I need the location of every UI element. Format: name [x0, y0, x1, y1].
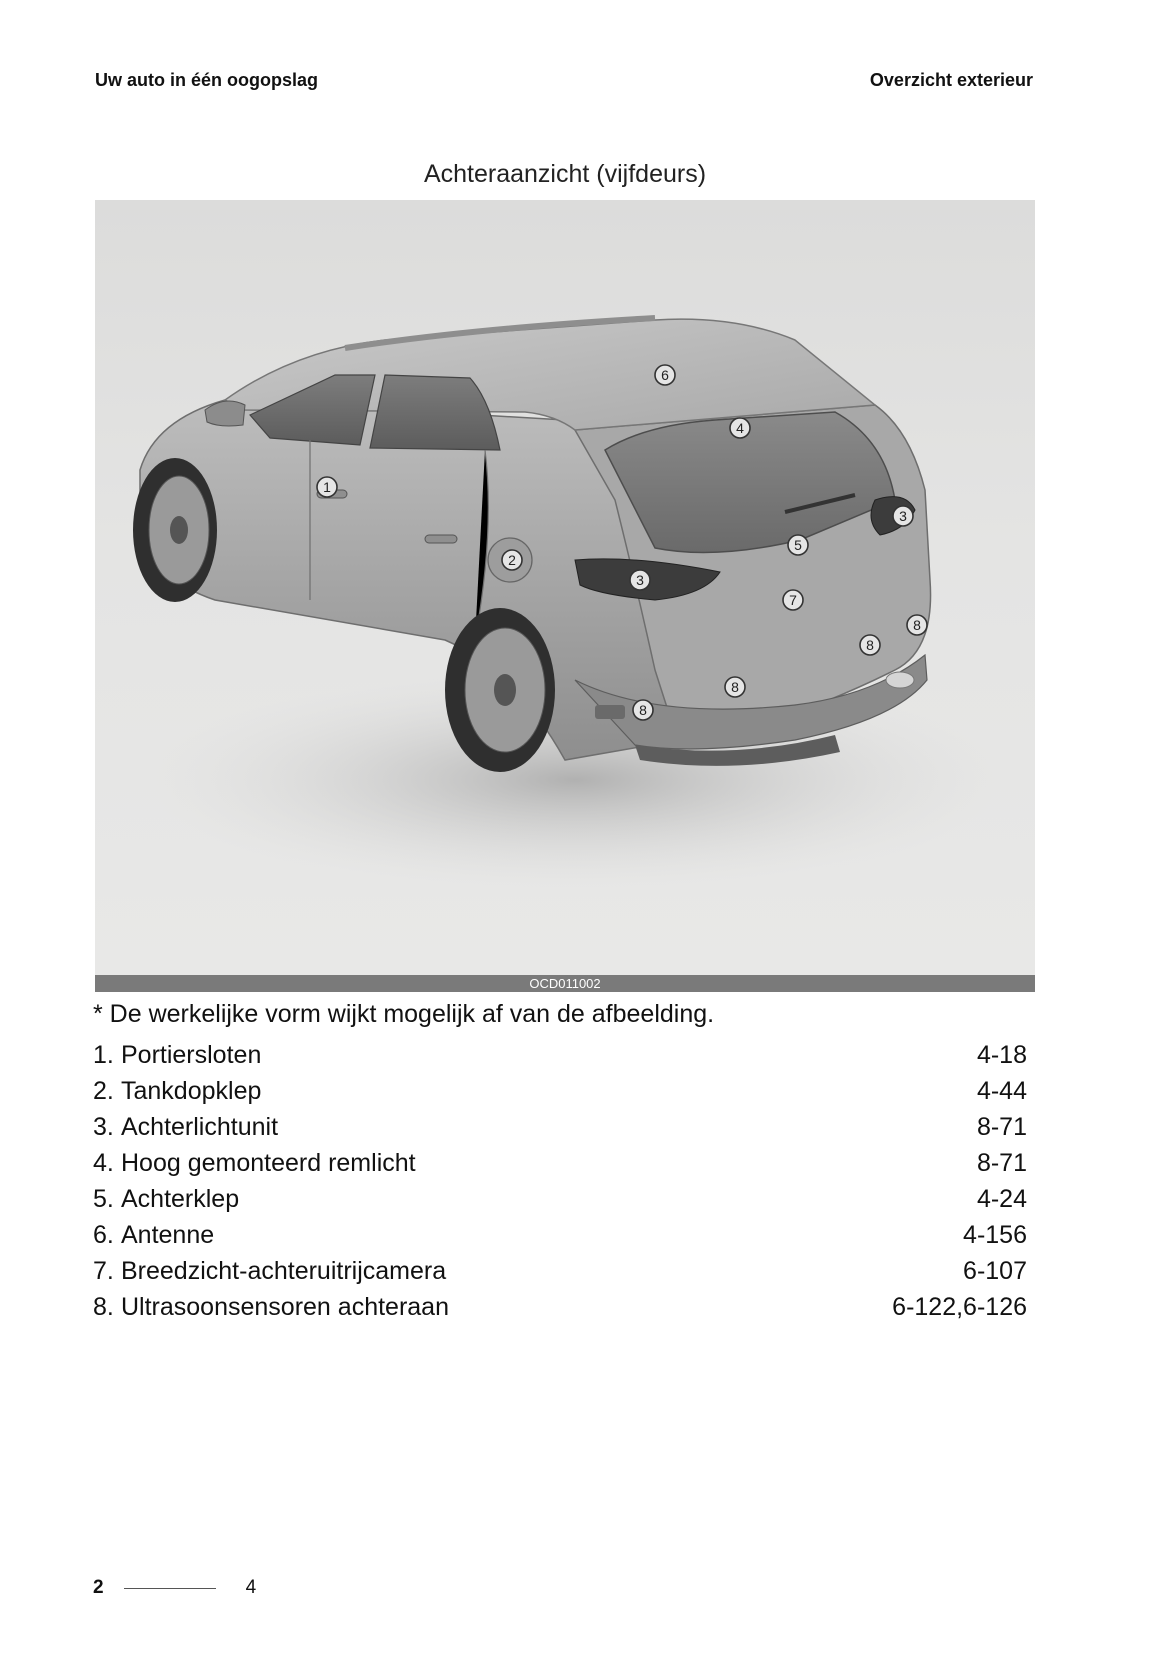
- callout-4: [730, 418, 750, 438]
- item-number: 8.: [93, 1293, 114, 1321]
- item-number: 3.: [93, 1113, 114, 1141]
- callout-8-b-label: 8: [731, 679, 739, 695]
- item-page-ref: 6-122,6-126: [892, 1293, 1027, 1321]
- list-item: [93, 1289, 1027, 1325]
- list-item: [93, 1181, 1027, 1217]
- running-header-section: Uw auto in één oogopslag: [95, 70, 319, 90]
- item-label: Ultrasoonsensoren achteraan: [121, 1293, 449, 1321]
- figure-title: Achteraanzicht (vijfdeurs): [423, 160, 707, 188]
- item-number: 6.: [93, 1221, 114, 1249]
- callout-8-c-label: 8: [866, 637, 874, 653]
- item-page-ref: 4-156: [963, 1221, 1027, 1249]
- section-number: 2: [93, 1577, 104, 1598]
- callout-3-left-label: 3: [636, 572, 644, 588]
- item-label: Breedzicht-achteruitrijcamera: [121, 1257, 447, 1285]
- item-page-ref: 4-44: [976, 1077, 1027, 1105]
- component-list: [93, 1037, 1027, 1325]
- item-page-ref: 6-107: [963, 1257, 1027, 1285]
- callout-3-right: [893, 506, 913, 526]
- footer-divider: [124, 1588, 216, 1589]
- item-page-ref: 8-71: [976, 1113, 1027, 1141]
- callout-1-label: 1: [323, 479, 331, 495]
- item-page-ref: 4-24: [976, 1185, 1027, 1213]
- callout-7-label: 7: [789, 592, 797, 608]
- item-label: Portiersloten: [121, 1041, 262, 1069]
- callout-1: [317, 477, 337, 497]
- item-page-ref: 8-71: [976, 1149, 1027, 1177]
- item-number: 4.: [93, 1149, 114, 1177]
- item-label: Antenne: [121, 1221, 215, 1249]
- item-number: 1.: [93, 1041, 114, 1069]
- page-footer: [93, 1577, 256, 1599]
- callout-8-a-label: 8: [639, 702, 647, 718]
- item-number: 2.: [93, 1077, 114, 1105]
- callout-8-d: [907, 615, 927, 635]
- list-item: [93, 1037, 1027, 1073]
- callout-6: [655, 365, 675, 385]
- item-number: 7.: [93, 1257, 114, 1285]
- item-page-ref: 4-18: [976, 1041, 1027, 1069]
- car-illustration-svg: [95, 200, 1035, 975]
- list-item: [93, 1109, 1027, 1145]
- callout-8-c: [860, 635, 880, 655]
- list-item: [93, 1145, 1027, 1181]
- page-number: 4: [245, 1577, 257, 1598]
- callout-5: [788, 535, 808, 555]
- callout-6-label: 6: [661, 367, 669, 383]
- callout-8-b: [725, 677, 745, 697]
- callout-8-d-label: 8: [913, 617, 921, 633]
- callout-2: [502, 550, 522, 570]
- callout-5-label: 5: [794, 537, 802, 553]
- callout-7: [783, 590, 803, 610]
- car-rear-view-illustration: [95, 200, 1035, 975]
- callout-8-a: [633, 700, 653, 720]
- running-header-topic: Overzicht exterieur: [869, 70, 1033, 90]
- list-item: [93, 1073, 1027, 1109]
- list-item: [93, 1217, 1027, 1253]
- item-label: Achterklep: [121, 1185, 240, 1213]
- callout-3-right-label: 3: [899, 508, 907, 524]
- item-label: Hoog gemonteerd remlicht: [121, 1149, 416, 1177]
- item-label: Achterlichtunit: [121, 1113, 279, 1141]
- figure-code: OCD011002: [95, 975, 1035, 992]
- list-item: [93, 1253, 1027, 1289]
- disclaimer-note: * De werkelijke vorm wijkt mogelijk af van de afbeelding.: [93, 1000, 715, 1028]
- item-label: Tankdopklep: [121, 1077, 262, 1105]
- callout-3-left: [630, 570, 650, 590]
- item-number: 5.: [93, 1185, 114, 1213]
- callout-4-label: 4: [736, 420, 744, 436]
- callout-2-label: 2: [508, 552, 516, 568]
